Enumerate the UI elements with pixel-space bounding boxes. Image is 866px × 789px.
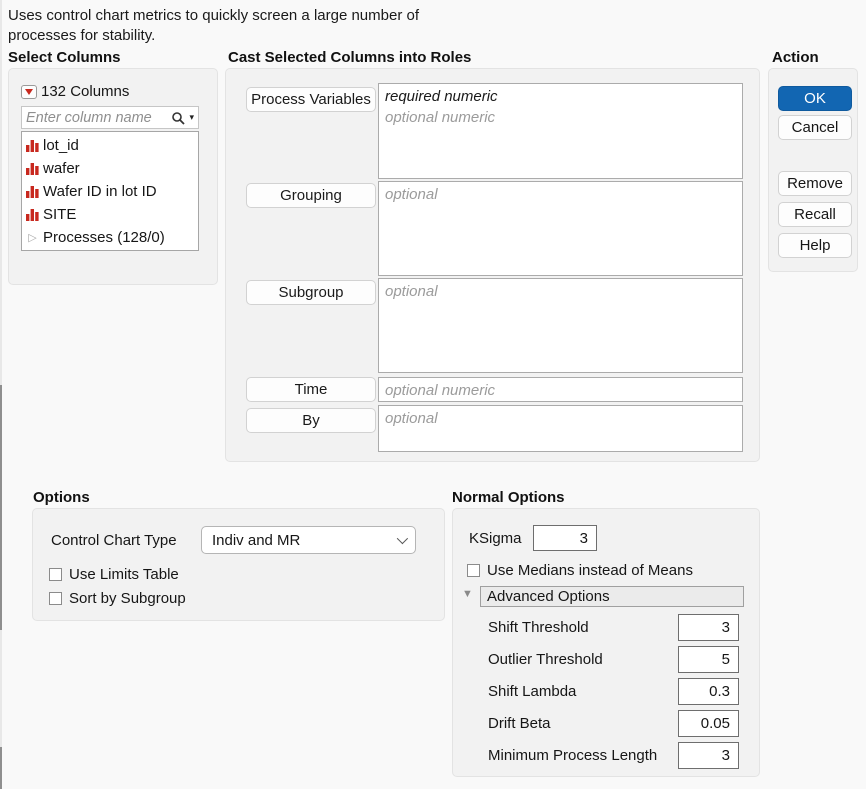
normal-options-title: Normal Options xyxy=(452,489,565,506)
sort-by-subgroup-label: Sort by Subgroup xyxy=(69,590,186,607)
search-icon[interactable] xyxy=(171,111,185,125)
column-group-label: Processes (128/0) xyxy=(43,229,165,246)
time-button[interactable]: Time xyxy=(246,377,376,402)
shift-threshold-label: Shift Threshold xyxy=(488,619,589,636)
list-item-wafer-id-in-lot-id[interactable] xyxy=(22,180,198,203)
continuous-column-icon xyxy=(26,162,39,175)
minimum-process-length-input[interactable]: 3 xyxy=(678,742,739,769)
cast-roles-title: Cast Selected Columns into Roles xyxy=(228,49,472,66)
description-line1: Uses control chart metrics to quickly screen a large number of xyxy=(8,7,419,24)
advanced-options-header[interactable] xyxy=(480,586,744,607)
column-label: SITE xyxy=(43,206,77,223)
process-variables-button[interactable]: Process Variables xyxy=(246,87,376,112)
red-triangle-menu-icon[interactable] xyxy=(21,85,37,99)
outlier-threshold-input[interactable]: 5 xyxy=(678,646,739,673)
use-limits-table-checkbox[interactable] xyxy=(49,568,62,581)
list-item-lot-id[interactable] xyxy=(22,134,198,157)
role-placeholder-optional: optional numeric xyxy=(385,109,496,126)
use-limits-table-label: Use Limits Table xyxy=(69,566,179,583)
column-label: Wafer ID in lot ID xyxy=(43,183,157,200)
select-columns-title: Select Columns xyxy=(8,49,121,66)
dialog-description xyxy=(8,6,419,46)
role-placeholder-optional: optional xyxy=(385,283,438,300)
list-item-site[interactable] xyxy=(22,203,198,226)
by-button[interactable]: By xyxy=(246,408,376,433)
disclosure-open-icon[interactable]: ▼ xyxy=(462,588,473,600)
left-scrollbar-thumb-lower[interactable] xyxy=(0,747,2,789)
disclosure-collapsed-icon[interactable]: ▷ xyxy=(28,232,37,244)
cancel-button[interactable]: Cancel xyxy=(778,115,852,140)
shift-lambda-label: Shift Lambda xyxy=(488,683,577,700)
by-drop-zone[interactable] xyxy=(378,405,743,452)
ok-button[interactable]: OK xyxy=(778,86,852,111)
cast-roles-panel xyxy=(225,68,760,462)
red-triangle-glyph xyxy=(25,89,33,95)
role-placeholder-optional: optional numeric xyxy=(385,382,496,399)
columns-count-label: 132 Columns xyxy=(41,83,130,100)
drift-beta-label: Drift Beta xyxy=(488,715,551,732)
column-label: lot_id xyxy=(43,137,79,154)
shift-lambda-input[interactable]: 0.3 xyxy=(678,678,739,705)
select-columns-panel xyxy=(8,68,218,285)
action-title: Action xyxy=(772,49,819,66)
left-scrollbar-thumb[interactable] xyxy=(0,385,2,630)
remove-button[interactable]: Remove xyxy=(778,171,852,196)
subgroup-button[interactable]: Subgroup xyxy=(246,280,376,305)
action-panel xyxy=(768,68,858,272)
process-variables-drop-zone[interactable] xyxy=(378,83,743,179)
drift-beta-input[interactable]: 0.05 xyxy=(678,710,739,737)
use-medians-checkbox[interactable] xyxy=(467,564,480,577)
list-item-processes-group[interactable] xyxy=(22,226,198,249)
ksigma-label: KSigma xyxy=(469,530,522,547)
grouping-drop-zone[interactable] xyxy=(378,181,743,276)
normal-options-panel xyxy=(452,508,760,777)
search-placeholder: Enter column name xyxy=(26,109,152,126)
control-chart-type-value: Indiv and MR xyxy=(212,531,301,549)
options-title: Options xyxy=(33,489,90,506)
use-medians-label: Use Medians instead of Means xyxy=(487,562,693,579)
grouping-button[interactable]: Grouping xyxy=(246,183,376,208)
use-limits-table-checkbox-row[interactable] xyxy=(49,566,179,583)
continuous-column-icon xyxy=(26,208,39,221)
subgroup-drop-zone[interactable] xyxy=(378,278,743,373)
column-search-input[interactable] xyxy=(21,106,199,129)
control-chart-type-dropdown[interactable] xyxy=(201,526,416,554)
role-placeholder-required: required numeric xyxy=(385,88,498,105)
minimum-process-length-label: Minimum Process Length xyxy=(488,747,658,764)
shift-threshold-input[interactable]: 3 xyxy=(678,614,739,641)
column-list xyxy=(21,131,199,251)
help-button[interactable]: Help xyxy=(778,233,852,258)
outlier-threshold-label: Outlier Threshold xyxy=(488,651,603,668)
sort-by-subgroup-checkbox[interactable] xyxy=(49,592,62,605)
control-chart-type-label: Control Chart Type xyxy=(51,532,177,549)
continuous-column-icon xyxy=(26,139,39,152)
role-placeholder-optional: optional xyxy=(385,186,438,203)
description-line2: processes for stability. xyxy=(8,27,156,44)
advanced-options-label: Advanced Options xyxy=(487,588,610,605)
time-drop-zone[interactable] xyxy=(378,377,743,402)
chevron-down-icon xyxy=(397,533,408,544)
options-panel xyxy=(32,508,445,621)
list-item-wafer[interactable] xyxy=(22,157,198,180)
ksigma-input[interactable]: 3 xyxy=(533,525,597,551)
sort-by-subgroup-checkbox-row[interactable] xyxy=(49,590,186,607)
column-label: wafer xyxy=(43,160,80,177)
use-medians-checkbox-row[interactable] xyxy=(467,562,693,579)
recall-button[interactable]: Recall xyxy=(778,202,852,227)
role-placeholder-optional: optional xyxy=(385,410,438,427)
search-options-caret-icon[interactable]: ▾ xyxy=(189,112,194,122)
continuous-column-icon xyxy=(26,185,39,198)
